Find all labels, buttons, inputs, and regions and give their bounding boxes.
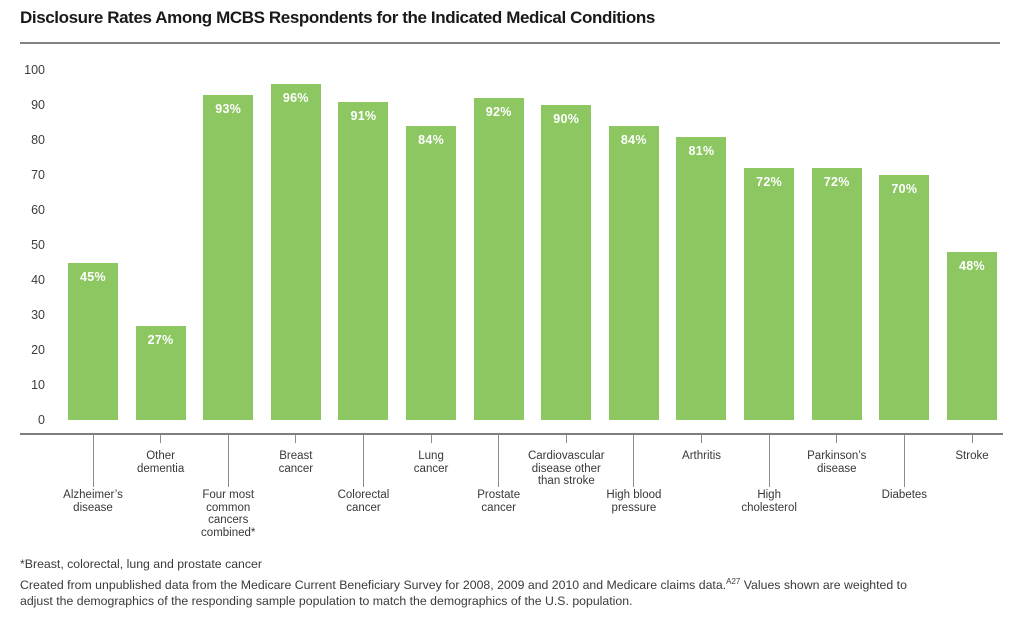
bar [68, 263, 118, 421]
bars-layer [68, 70, 997, 420]
x-axis-category-label: High blood pressure [606, 489, 662, 514]
bar-value-label: 91% [350, 108, 377, 123]
x-axis-category-label: Colorectal cancer [337, 489, 390, 514]
y-axis-tick-label: 20 [31, 343, 45, 357]
bar-value-label: 48% [958, 259, 985, 273]
bar-value-label: 96% [282, 91, 309, 105]
bar [541, 105, 591, 420]
x-axis-tick [228, 435, 229, 487]
x-axis-category-label: Cardiovascular disease other than stroke [527, 450, 605, 487]
x-axis-category-label: Lung cancer [413, 450, 449, 475]
x-axis-line [20, 433, 1003, 435]
bar-value-label: 72% [756, 175, 783, 189]
x-axis-category-label: High cholesterol [741, 489, 797, 514]
bar [879, 175, 929, 420]
y-axis-tick-label: 0 [38, 413, 45, 427]
bar [812, 168, 862, 420]
x-axis-tick [498, 435, 499, 487]
bar-value-label: 92% [485, 105, 512, 119]
bar-value-label: 84% [620, 133, 647, 147]
bar [744, 168, 794, 420]
bar [136, 326, 186, 421]
bar-value-label: 90% [553, 112, 580, 126]
y-axis-tick-label: 50 [31, 238, 45, 252]
x-axis-category-label: Prostate cancer [477, 489, 521, 514]
y-axis-tick-label: 90 [31, 98, 45, 112]
x-axis-tick [363, 435, 364, 487]
footnote-asterisk: *Breast, colorectal, lung and prostate cancer [20, 557, 262, 571]
bar [338, 102, 388, 421]
bar-value-label: 27% [147, 332, 174, 347]
y-axis-tick-label: 100 [24, 63, 45, 77]
y-axis-tick-label: 70 [31, 168, 45, 182]
bar-value-label: 81% [688, 143, 715, 158]
footnote-source-text-cont: Values shown are weighted to adjust the demographics of the responding sample population to match the demographics of the U.S. population. [20, 578, 907, 608]
bar [947, 252, 997, 420]
x-axis-category-label: Diabetes [881, 489, 928, 501]
x-axis-category-label: Stroke [955, 450, 989, 462]
bar [203, 95, 253, 421]
footnote-source-text: Created from unpublished data from the Medicare Current Beneficiary Survey for 2008, 2009 and 2010 and Medicare claims data. [20, 578, 727, 592]
y-axis-tick-label: 60 [31, 203, 45, 217]
bar-value-label: 84% [418, 133, 444, 147]
bar-value-label: 70% [891, 182, 918, 196]
x-axis-category-label: Other dementia [136, 450, 185, 475]
x-axis-tick [633, 435, 634, 487]
footnote-citation-superscript: A27 [726, 576, 741, 586]
y-axis-tick-label: 30 [31, 308, 45, 322]
x-axis-tick [836, 435, 837, 443]
bar [676, 137, 726, 421]
x-axis-category-label: Four most common cancers combined* [201, 489, 256, 539]
x-axis-tick [972, 435, 973, 443]
bar [271, 84, 321, 420]
bar [609, 126, 659, 420]
x-axis-category-label: Breast cancer [278, 450, 314, 475]
x-axis-tick [295, 435, 296, 443]
y-axis-tick-label: 80 [31, 133, 45, 147]
x-axis-tick [93, 435, 94, 487]
y-axis-tick-label: 10 [31, 378, 45, 392]
x-axis-tick [769, 435, 770, 487]
x-axis-tick [904, 435, 905, 487]
bar-value-label: 72% [823, 175, 850, 189]
title-rule [20, 42, 1000, 44]
x-axis-category-label: Arthritis [682, 450, 722, 462]
x-axis-tick [160, 435, 161, 443]
x-axis-category-label: Alzheimer’s disease [63, 489, 123, 514]
footnote-source [20, 578, 925, 609]
chart-title: Disclosure Rates Among MCBS Respondents for the Indicated Medical Conditions [20, 8, 655, 27]
y-axis-tick-label: 40 [31, 273, 45, 287]
bar [406, 126, 456, 420]
x-axis-category-label: Parkinson’s disease [807, 450, 867, 475]
bar [474, 98, 524, 420]
x-axis-tick [431, 435, 432, 443]
bar-value-label: 93% [215, 101, 242, 116]
x-axis-tick [566, 435, 567, 443]
x-axis-tick [701, 435, 702, 443]
bar-value-label: 45% [80, 269, 106, 284]
